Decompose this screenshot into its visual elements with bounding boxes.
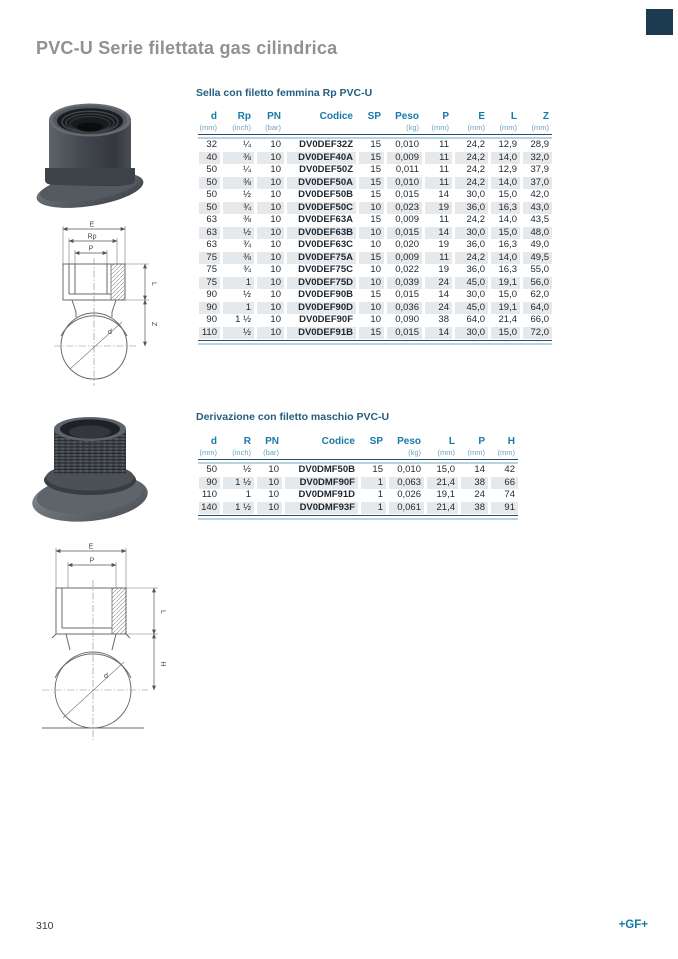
cell-value: 10 [256, 314, 286, 327]
dim-label-P: P [89, 557, 95, 565]
column-header: R [222, 435, 256, 448]
cell-value: 10 [256, 464, 284, 477]
cell-value: 110 [198, 327, 222, 340]
cell-value: 10 [256, 489, 284, 502]
cell-value: 36,0 [454, 239, 490, 252]
cell-value: ¼ [222, 139, 256, 152]
cell-value: 1 [360, 477, 388, 490]
cell-value: 43,5 [522, 214, 553, 227]
table-row [198, 152, 553, 165]
table-row [198, 177, 553, 190]
cell-value: 15 [358, 289, 386, 302]
column-header: L [426, 435, 460, 448]
cell-value: 90 [198, 314, 222, 327]
cell-value: 32,0 [522, 152, 553, 165]
column-unit [286, 123, 358, 133]
cell-value: 30,0 [454, 189, 490, 202]
cell-value: 56,0 [522, 277, 553, 290]
cell-value: 24,2 [454, 164, 490, 177]
cell-value: 1 ½ [222, 477, 256, 490]
column-unit: (bar) [256, 448, 284, 458]
cell-value: 0,015 [386, 327, 424, 340]
cell-value: 10 [256, 227, 286, 240]
cell-value: 40 [198, 152, 222, 165]
dim-label-L: L [159, 610, 166, 614]
cell-value: 11 [424, 177, 454, 190]
spec-table-male-derivation [196, 435, 518, 520]
column-unit: (mm) [198, 448, 222, 458]
table-row [198, 239, 553, 252]
page-number: 310 [36, 920, 54, 932]
column-header: PN [256, 110, 286, 123]
cell-value: 14 [424, 227, 454, 240]
cell-value: 0,011 [386, 164, 424, 177]
cell-value: 1 ½ [222, 502, 256, 515]
table-row [198, 202, 553, 215]
cell-value: ½ [222, 327, 256, 340]
cell-value: 28,9 [522, 139, 553, 152]
technical-drawing-female-saddle [48, 218, 166, 390]
column-header: Codice [284, 435, 360, 448]
cell-value: 10 [358, 202, 386, 215]
column-header: E [454, 110, 490, 123]
cell-code: DV0DEF50A [286, 177, 358, 190]
column-unit: (mm) [522, 123, 553, 133]
cell-code: DV0DEF32Z [286, 139, 358, 152]
cell-value: 24 [424, 277, 454, 290]
cell-value: 10 [358, 314, 386, 327]
table-row [198, 289, 553, 302]
table-row [198, 227, 553, 240]
table-rule [198, 339, 553, 345]
cell-value: 48,0 [522, 227, 553, 240]
cell-value: 110 [198, 489, 222, 502]
cell-value: 62,0 [522, 289, 553, 302]
spec-table-female-saddle [196, 110, 552, 345]
cell-value: 0,010 [386, 139, 424, 152]
section-heading-female-saddle: Sella con filetto femmina Rp PVC-U [196, 87, 373, 99]
cell-value: 19,1 [490, 277, 522, 290]
cell-value: 11 [424, 152, 454, 165]
cell-value: 42 [490, 464, 519, 477]
cell-value: 43,0 [522, 202, 553, 215]
column-header: Codice [286, 110, 358, 123]
cell-value: 1 [360, 502, 388, 515]
table-rule [198, 514, 519, 520]
table-row [198, 327, 553, 340]
column-unit: (mm) [198, 123, 222, 133]
cell-value: 19 [424, 239, 454, 252]
cell-code: DV0DEF63C [286, 239, 358, 252]
cell-value: 10 [256, 277, 286, 290]
cell-value: 0,039 [386, 277, 424, 290]
cell-value: 0,015 [386, 289, 424, 302]
cell-code: DV0DEF91B [286, 327, 358, 340]
cell-value: 21,4 [426, 502, 460, 515]
table-row [198, 302, 553, 315]
dim-label-L: L [150, 282, 157, 286]
column-header: d [198, 435, 222, 448]
cell-value: 63 [198, 239, 222, 252]
cell-value: 0,010 [388, 464, 426, 477]
cell-value: 140 [198, 502, 222, 515]
cell-value: 15,0 [490, 189, 522, 202]
cell-code: DV0DEF75A [286, 252, 358, 265]
cell-value: 0,061 [388, 502, 426, 515]
cell-value: 24,2 [454, 214, 490, 227]
cell-value: 90 [198, 302, 222, 315]
cell-value: 15,0 [426, 464, 460, 477]
gf-logo: +GF+ [618, 919, 648, 931]
column-unit [358, 123, 386, 133]
cell-value: 50 [198, 464, 222, 477]
column-unit: (kg) [386, 123, 424, 133]
cell-value: 0,026 [388, 489, 426, 502]
cell-value: 38 [424, 314, 454, 327]
dim-label-Rp: Rp [87, 233, 97, 241]
cell-value: 15,0 [490, 227, 522, 240]
cell-value: 10 [256, 177, 286, 190]
product-photo-female-saddle [28, 84, 152, 216]
cell-value: 91 [490, 502, 519, 515]
cell-value: 66,0 [522, 314, 553, 327]
cell-value: 24 [424, 302, 454, 315]
cell-value: 10 [256, 152, 286, 165]
cell-value: 10 [358, 302, 386, 315]
table-row [198, 314, 553, 327]
cell-value: 74 [490, 489, 519, 502]
table-row [198, 264, 553, 277]
cell-value: 10 [256, 477, 284, 490]
cell-value: 16,3 [490, 239, 522, 252]
cell-value: 45,0 [454, 302, 490, 315]
column-unit: (inch) [222, 123, 256, 133]
cell-value: 10 [256, 139, 286, 152]
cell-value: 15 [358, 152, 386, 165]
cell-value: 0,009 [386, 214, 424, 227]
column-header: Peso [388, 435, 426, 448]
dim-label-d: d [108, 329, 112, 336]
cell-value: 49,5 [522, 252, 553, 265]
cell-code: DV0DEF63A [286, 214, 358, 227]
cell-value: 55,0 [522, 264, 553, 277]
cell-value: 75 [198, 277, 222, 290]
table-row [198, 502, 519, 515]
cell-value: 16,3 [490, 202, 522, 215]
cell-code: DV0DEF75D [286, 277, 358, 290]
cell-code: DV0DEF75C [286, 264, 358, 277]
cell-value: 19 [424, 264, 454, 277]
column-header: Z [522, 110, 553, 123]
cell-value: 0,010 [386, 177, 424, 190]
column-unit: (mm) [424, 123, 454, 133]
cell-value: ⅜ [222, 252, 256, 265]
cell-value: 19 [424, 202, 454, 215]
cell-value: 1 [360, 489, 388, 502]
cell-value: 21,4 [426, 477, 460, 490]
cell-value: 24,2 [454, 139, 490, 152]
cell-value: 12,9 [490, 164, 522, 177]
cell-value: 64,0 [454, 314, 490, 327]
cell-value: 15 [358, 214, 386, 227]
cell-value: 63 [198, 214, 222, 227]
cell-value: 19,1 [490, 302, 522, 315]
column-unit: (inch) [222, 448, 256, 458]
table-row [198, 252, 553, 265]
cell-value: 30,0 [454, 327, 490, 340]
column-header: Peso [386, 110, 424, 123]
dim-label-E: E [88, 543, 94, 551]
cell-value: 10 [256, 289, 286, 302]
cell-value: ½ [222, 289, 256, 302]
cell-value: ½ [222, 227, 256, 240]
cell-value: 50 [198, 189, 222, 202]
column-header: PN [256, 435, 284, 448]
cell-value: 42,0 [522, 189, 553, 202]
cell-value: 14 [424, 327, 454, 340]
cell-value: 15 [358, 139, 386, 152]
cell-value: 24,2 [454, 252, 490, 265]
column-unit: (kg) [388, 448, 426, 458]
page-corner-tab [646, 9, 673, 35]
cell-value: 75 [198, 264, 222, 277]
cell-value: 38 [460, 477, 490, 490]
cell-value: 1 ½ [222, 314, 256, 327]
cell-value: 11 [424, 214, 454, 227]
cell-value: 10 [256, 252, 286, 265]
cell-code: DV0DEF40A [286, 152, 358, 165]
cell-value: 14,0 [490, 252, 522, 265]
cell-value: 75 [198, 252, 222, 265]
cell-value: 30,0 [454, 227, 490, 240]
cell-code: DV0DEF50Z [286, 164, 358, 177]
cell-value: ½ [222, 464, 256, 477]
cell-value: 72,0 [522, 327, 553, 340]
cell-value: 24 [460, 489, 490, 502]
cell-value: 0,090 [386, 314, 424, 327]
cell-value: ¾ [222, 264, 256, 277]
cell-value: 0,015 [386, 227, 424, 240]
column-unit: (mm) [460, 448, 490, 458]
cell-value: ⅜ [222, 214, 256, 227]
cell-value: 10 [358, 239, 386, 252]
cell-code: DV0DEF50B [286, 189, 358, 202]
cell-value: 15 [360, 464, 388, 477]
cell-value: 0,009 [386, 252, 424, 265]
table-row [198, 214, 553, 227]
cell-value: 14,0 [490, 177, 522, 190]
cell-value: 45,0 [454, 277, 490, 290]
cell-value: 0,063 [388, 477, 426, 490]
column-header: H [490, 435, 519, 448]
column-unit [284, 448, 360, 458]
table-row [198, 277, 553, 290]
cell-value: 0,020 [386, 239, 424, 252]
section-heading-male-derivation: Derivazione con filetto maschio PVC-U [196, 411, 390, 423]
cell-value: 30,0 [454, 289, 490, 302]
cell-code: DV0DMF50B [284, 464, 360, 477]
cell-value: 50 [198, 164, 222, 177]
cell-value: 14 [424, 289, 454, 302]
cell-value: ¼ [222, 164, 256, 177]
cell-value: 1 [222, 489, 256, 502]
cell-code: DV0DEF50C [286, 202, 358, 215]
dim-label-H: H [159, 661, 166, 667]
cell-value: 37,0 [522, 177, 553, 190]
cell-value: 38 [460, 502, 490, 515]
cell-value: 50 [198, 202, 222, 215]
cell-value: 66 [490, 477, 519, 490]
cell-code: DV0DEF63B [286, 227, 358, 240]
cell-value: 15 [358, 327, 386, 340]
cell-value: 10 [256, 164, 286, 177]
column-unit: (bar) [256, 123, 286, 133]
cell-value: 10 [358, 227, 386, 240]
column-header: P [424, 110, 454, 123]
cell-value: 36,0 [454, 202, 490, 215]
cell-value: 37,9 [522, 164, 553, 177]
cell-value: 90 [198, 289, 222, 302]
technical-drawing-male-derivation [36, 538, 176, 746]
column-header: L [490, 110, 522, 123]
column-unit [360, 448, 388, 458]
table-row [198, 477, 519, 490]
cell-value: 10 [358, 277, 386, 290]
cell-value: 15 [358, 252, 386, 265]
cell-value: 1 [222, 277, 256, 290]
column-header: SP [358, 110, 386, 123]
cell-code: DV0DMF93F [284, 502, 360, 515]
cell-value: 15 [358, 164, 386, 177]
product-photo-male-saddle [26, 406, 156, 532]
cell-value: 0,009 [386, 152, 424, 165]
cell-value: 10 [256, 202, 286, 215]
cell-value: 14 [460, 464, 490, 477]
dim-label-d: d [104, 673, 108, 680]
cell-value: 16,3 [490, 264, 522, 277]
cell-value: ¾ [222, 202, 256, 215]
cell-value: 10 [256, 239, 286, 252]
cell-value: 0,036 [386, 302, 424, 315]
cell-value: 11 [424, 164, 454, 177]
cell-value: 15 [358, 189, 386, 202]
cell-value: 32 [198, 139, 222, 152]
cell-value: 10 [256, 302, 286, 315]
cell-value: ¾ [222, 239, 256, 252]
table-row [198, 464, 519, 477]
cell-value: 0,015 [386, 189, 424, 202]
cell-value: 64,0 [522, 302, 553, 315]
column-unit: (mm) [490, 448, 519, 458]
cell-value: 11 [424, 252, 454, 265]
table-row [198, 189, 553, 202]
cell-value: 63 [198, 227, 222, 240]
cell-code: DV0DMF90F [284, 477, 360, 490]
cell-value: 0,023 [386, 202, 424, 215]
cell-value: 0,022 [386, 264, 424, 277]
cell-value: 24,2 [454, 152, 490, 165]
table-row [198, 139, 553, 152]
cell-value: 10 [358, 264, 386, 277]
cell-value: 15,0 [490, 289, 522, 302]
dim-label-E: E [89, 221, 95, 229]
cell-value: 19,1 [426, 489, 460, 502]
column-unit: (mm) [454, 123, 490, 133]
cell-code: DV0DEF90B [286, 289, 358, 302]
cell-code: DV0DEF90D [286, 302, 358, 315]
table-row [198, 489, 519, 502]
cell-value: 14 [424, 189, 454, 202]
cell-code: DV0DMF91D [284, 489, 360, 502]
column-unit: (mm) [426, 448, 460, 458]
cell-value: ⅜ [222, 177, 256, 190]
column-header: P [460, 435, 490, 448]
cell-value: ½ [222, 189, 256, 202]
cell-value: 10 [256, 264, 286, 277]
table-row [198, 164, 553, 177]
cell-value: 14,0 [490, 214, 522, 227]
page-title: PVC-U Serie filettata gas cilindrica [36, 38, 338, 58]
cell-value: 1 [222, 302, 256, 315]
dim-label-P: P [88, 245, 94, 253]
cell-value: 10 [256, 327, 286, 340]
cell-value: 49,0 [522, 239, 553, 252]
cell-value: 14,0 [490, 152, 522, 165]
cell-value: ⅜ [222, 152, 256, 165]
cell-value: 10 [256, 214, 286, 227]
column-header: SP [360, 435, 388, 448]
cell-value: 15,0 [490, 327, 522, 340]
cell-code: DV0DEF90F [286, 314, 358, 327]
cell-value: 15 [358, 177, 386, 190]
cell-value: 24,2 [454, 177, 490, 190]
cell-value: 21,4 [490, 314, 522, 327]
cell-value: 36,0 [454, 264, 490, 277]
cell-value: 90 [198, 477, 222, 490]
cell-value: 50 [198, 177, 222, 190]
dim-label-Z: Z [150, 321, 157, 327]
cell-value: 10 [256, 502, 284, 515]
cell-value: 10 [256, 189, 286, 202]
cell-value: 11 [424, 139, 454, 152]
column-header: d [198, 110, 222, 123]
column-header: Rp [222, 110, 256, 123]
column-unit: (mm) [490, 123, 522, 133]
cell-value: 12,9 [490, 139, 522, 152]
